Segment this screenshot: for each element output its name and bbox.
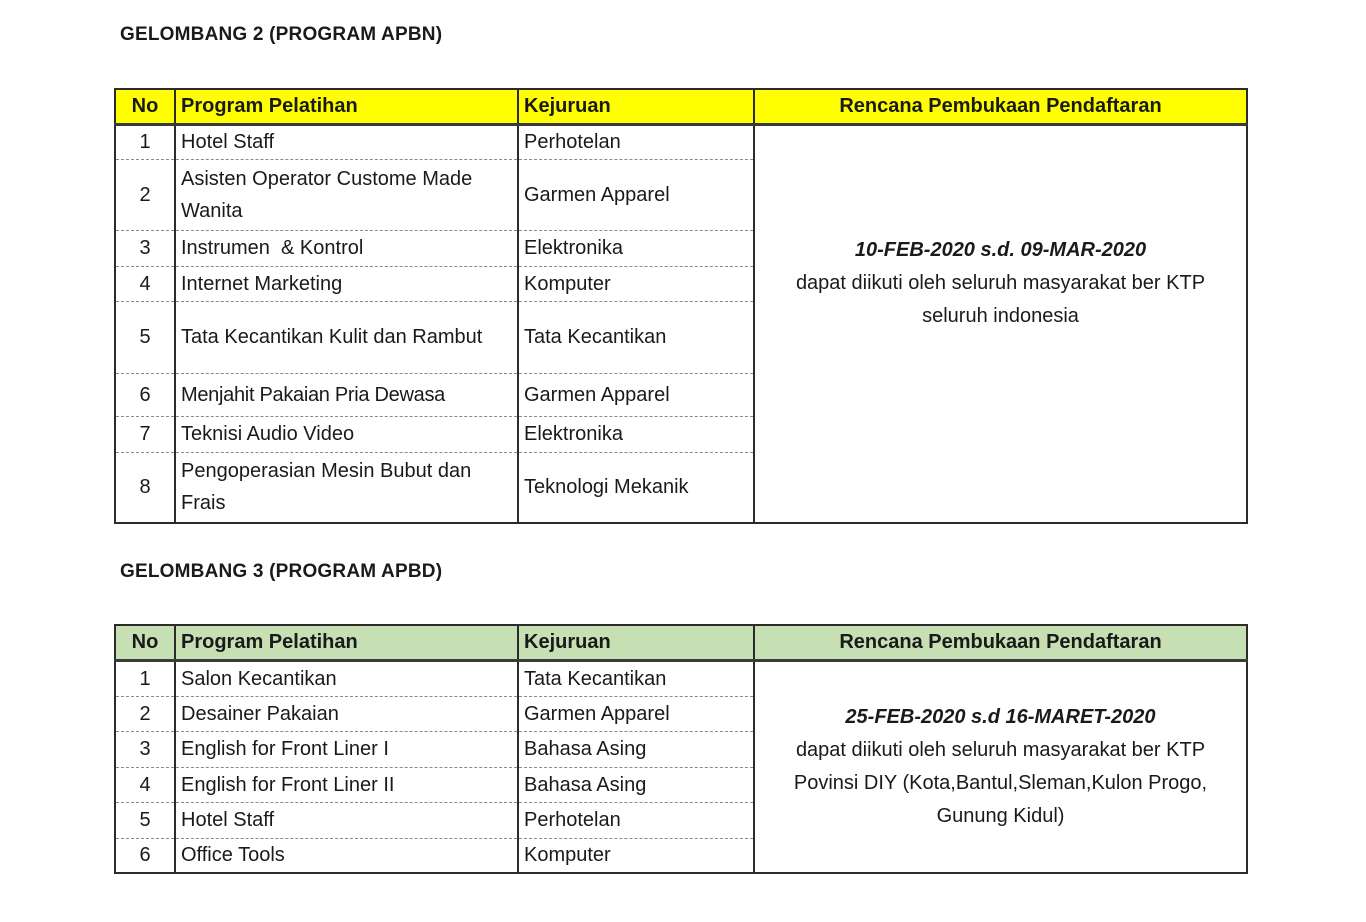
schedule-table-gelombang-3 xyxy=(114,624,1248,874)
table-row xyxy=(115,124,1247,159)
cell-program: Internet Marketing xyxy=(175,266,518,301)
cell-program: English for Front Liner II xyxy=(175,767,518,802)
column-header-no: No xyxy=(115,89,175,124)
cell-program: Hotel Staff xyxy=(175,124,518,159)
cell-no: 2 xyxy=(115,159,175,230)
cell-kejuruan: Garmen Apparel xyxy=(518,696,754,731)
cell-kejuruan: Bahasa Asing xyxy=(518,767,754,802)
cell-program: Office Tools xyxy=(175,838,518,873)
cell-no: 4 xyxy=(115,266,175,301)
table-row xyxy=(115,660,1247,696)
cell-no: 5 xyxy=(115,802,175,838)
cell-no: 3 xyxy=(115,731,175,767)
column-header-rencana: Rencana Pembukaan Pendaftaran xyxy=(754,89,1247,124)
cell-no: 8 xyxy=(115,452,175,523)
cell-no: 2 xyxy=(115,696,175,731)
column-header-kejuruan: Kejuruan xyxy=(518,625,754,660)
column-header-program: Program Pelatihan xyxy=(175,89,518,124)
cell-program: Desainer Pakaian xyxy=(175,696,518,731)
cell-program: Pengoperasian Mesin Bubut dan Frais xyxy=(175,452,518,523)
cell-kejuruan: Tata Kecantikan xyxy=(518,301,754,373)
cell-kejuruan: Elektronika xyxy=(518,416,754,452)
section-title-gelombang-2: GELOMBANG 2 (PROGRAM APBN) xyxy=(120,24,443,45)
registration-plan-cell xyxy=(754,660,1247,873)
table-header-row xyxy=(115,625,1247,660)
schedule-table-gelombang-2 xyxy=(114,88,1248,524)
cell-kejuruan: Elektronika xyxy=(518,230,754,266)
cell-program: Hotel Staff xyxy=(175,802,518,838)
section-title-gelombang-3: GELOMBANG 3 (PROGRAM APBD) xyxy=(120,561,443,582)
cell-program: English for Front Liner I xyxy=(175,731,518,767)
column-header-rencana: Rencana Pembukaan Pendaftaran xyxy=(754,625,1247,660)
cell-kejuruan: Teknologi Mekanik xyxy=(518,452,754,523)
cell-no: 3 xyxy=(115,230,175,266)
cell-kejuruan: Komputer xyxy=(518,266,754,301)
eligibility-note: dapat diikuti oleh seluruh masyarakat ber KTP Povinsi DIY (Kota,Bantul,Sleman,Kulon Progo, Gunung Kidul) xyxy=(793,738,1208,827)
cell-kejuruan: Bahasa Asing xyxy=(518,731,754,767)
cell-kejuruan: Garmen Apparel xyxy=(518,159,754,230)
cell-program: Instrumen & Kontrol xyxy=(175,230,518,266)
registration-period: 25-FEB-2020 s.d 16-MARET-2020 xyxy=(845,705,1156,728)
eligibility-note: dapat diikuti oleh seluruh masyarakat ber KTP seluruh indonesia xyxy=(795,272,1206,328)
cell-no: 1 xyxy=(115,660,175,696)
cell-program: Tata Kecantikan Kulit dan Rambut xyxy=(175,301,518,373)
registration-period: 10-FEB-2020 s.d. 09-MAR-2020 xyxy=(854,239,1147,262)
cell-kejuruan: Komputer xyxy=(518,838,754,873)
cell-no: 7 xyxy=(115,416,175,452)
cell-no: 1 xyxy=(115,124,175,159)
cell-no: 4 xyxy=(115,767,175,802)
column-header-kejuruan: Kejuruan xyxy=(518,89,754,124)
cell-no: 6 xyxy=(115,373,175,416)
cell-program: Salon Kecantikan xyxy=(175,660,518,696)
table-header-row xyxy=(115,89,1247,124)
column-header-program: Program Pelatihan xyxy=(175,625,518,660)
cell-kejuruan: Tata Kecantikan xyxy=(518,660,754,696)
cell-program: Asisten Operator Custome Made Wanita xyxy=(175,159,518,230)
cell-kejuruan: Perhotelan xyxy=(518,802,754,838)
cell-kejuruan: Perhotelan xyxy=(518,124,754,159)
cell-no: 6 xyxy=(115,838,175,873)
column-header-no: No xyxy=(115,625,175,660)
registration-plan-cell xyxy=(754,124,1247,523)
cell-program: Teknisi Audio Video xyxy=(175,416,518,452)
cell-program: Menjahit Pakaian Pria Dewasa xyxy=(175,373,518,416)
cell-no: 5 xyxy=(115,301,175,373)
cell-kejuruan: Garmen Apparel xyxy=(518,373,754,416)
